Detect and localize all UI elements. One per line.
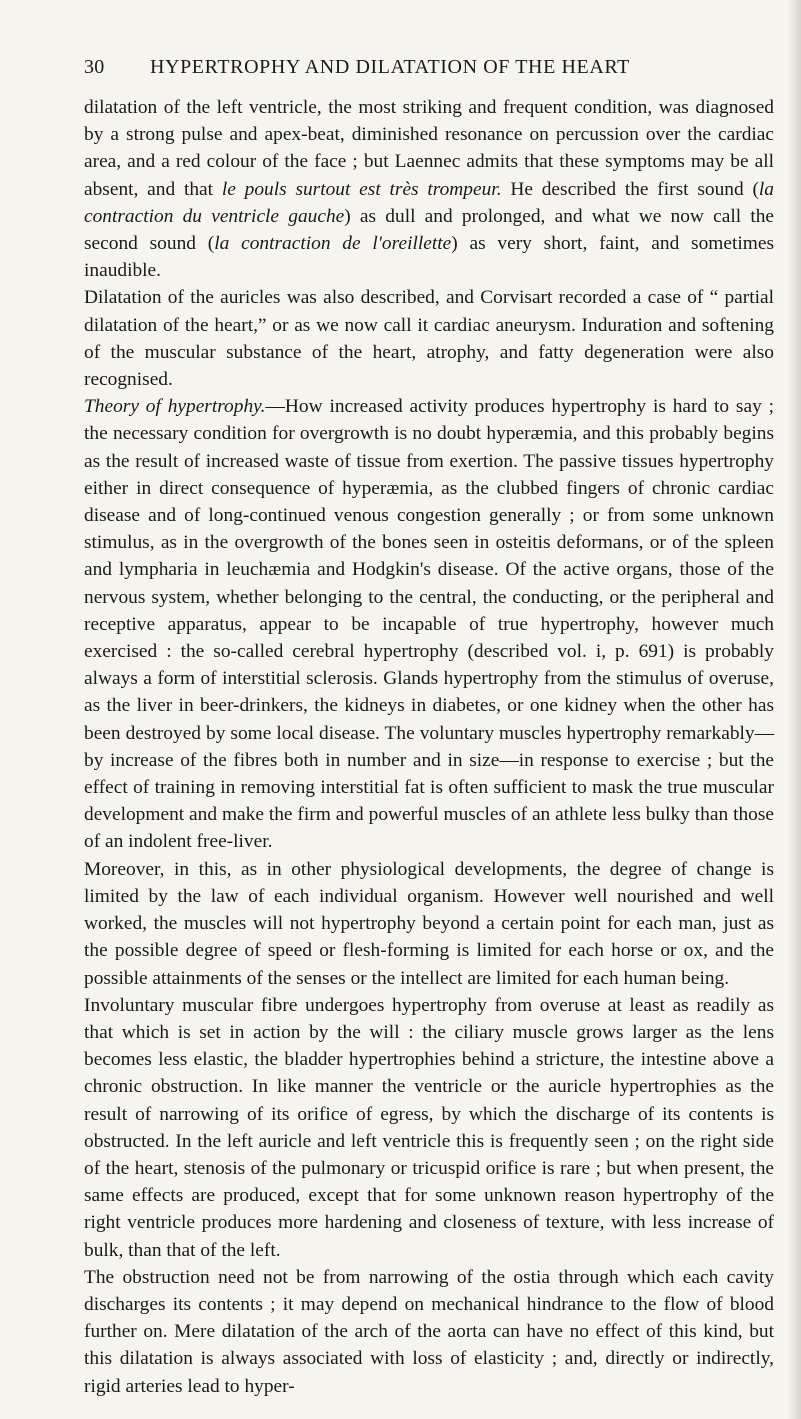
page-number: 30	[84, 56, 105, 78]
italic-text: Theory of hypertrophy.	[84, 396, 266, 418]
text-run: Involuntary muscular fibre undergoes hypertrophy from overuse at least as readily as that which is set in action by the will : the ciliary muscle grows larger as the lens becomes less elastic, the bladder hypertrophies behind a stricture, the intestine above a chronic obstruction. In like manner the ventricle or the auricle hypertrophies as the result of narrowing of its orifice of egress, by which the discharge of its contents is obstructed. In the left auricle and left ventricle this is frequently seen ; on the right side of the heart, stenosis of the pulmonary or tricuspid orifice is rare ; but when present, the same effects are produced, except that for some unknown reason hypertrophy of the right ventricle produces more hardening and closeness of texture, with less increase of bulk, than that of the left.	[84, 994, 774, 1261]
italic-text: la contraction de l'oreillette	[214, 233, 452, 255]
text-run: Moreover, in this, as in other physiological developments, the degree of change is limited by the law of each individual organism. However well nourished and well worked, the muscles will not hypertrophy beyond a certain point for each man, just as the possible degree of speed or flesh-forming is limited for each horse or ox, and the possible attainments of the senses or the intellect are limited for each human being.	[84, 858, 774, 989]
paragraph	[84, 1264, 774, 1400]
italic-text: le pouls surtout est très trompeur.	[221, 178, 502, 200]
page-edge-shadow	[787, 0, 801, 1419]
text-run: The obstruction need not be from narrowing of the ostia through which each cavity discharges its contents ; it may depend on mechanical hindrance to the flow of blood further on. Mere dilatation of the arch of the aorta can have no effect of this kind, but this dilatation is always associated with loss of elasticity ; and, directly or indirectly, rigid arteries lead to hyper-	[84, 1266, 774, 1397]
paragraph	[84, 94, 774, 284]
text-run: —How increased activity produces hypertrophy is hard to say ; the necessary condition for overgrowth is no doubt hyperæmia, and this probably begins as the result of increased waste of tissue from exertion. The passive tissues hypertrophy either in direct consequence of hyperæmia, as the clubbed fingers of chronic cardiac disease and of long-continued venous congestion generally ; or from some unknown stimulus, as in the overgrowth of the bones seen in osteitis deformans, or of the spleen and lympharia in leuchæmia and Hodgkin's disease. Of the active organs, those of the nervous system, whether belonging to the central, the conducting, or the peripheral and receptive apparatus, appear to be incapable of true hypertrophy, however much exercised : the so-called cerebral hypertrophy (described vol. i, p. 691) is probably always a form of interstitial sclerosis. Glands hypertrophy from the stimulus of overuse, as the liver in beer-drinkers, the kidneys in diabetes, or one kidney when the other has been destroyed by some local disease. The voluntary muscles hypertrophy remarkably—by increase of the fibres both in number and in size—in response to exercise ; but the effect of training in removing interstitial fat is often sufficient to mask the true muscular development and make the firm and powerful muscles of an athlete less bulky than those of an indolent free-liver.	[84, 396, 775, 853]
paragraph	[84, 284, 774, 393]
paragraph	[84, 992, 774, 1264]
text-run: Dilatation of the auricles was also described, and Corvisart recorded a case of “ partial dilatation of the heart,” or as we now call it cardiac aneurysm. Induration and softening of the muscular substance of the heart, atrophy, and fatty degeneration were also recognised.	[84, 287, 774, 391]
text-run: ) as very short, faint, and sometimes inaudible.	[84, 233, 775, 282]
text-run: dilatation of the left ventricle, the most striking and frequent condition, was diagnosed by a strong pulse and apex-beat, diminished resonance on percussion over the cardiac area, and a red colour of the face ; but Laennec admits that these symptoms may be all absent, and that	[84, 97, 774, 200]
italic-text: la contraction du ventricle gauche	[84, 178, 774, 227]
text-run: ) as dull and prolonged, and what we now call the second sound (	[84, 205, 775, 255]
text-run: He described the first sound (	[501, 178, 759, 200]
running-header	[84, 52, 724, 82]
running-title: HYPERTROPHY AND DILATATION OF THE HEART	[150, 56, 630, 78]
paragraph	[84, 856, 774, 992]
paragraph	[84, 393, 774, 855]
body-text	[84, 94, 774, 1400]
